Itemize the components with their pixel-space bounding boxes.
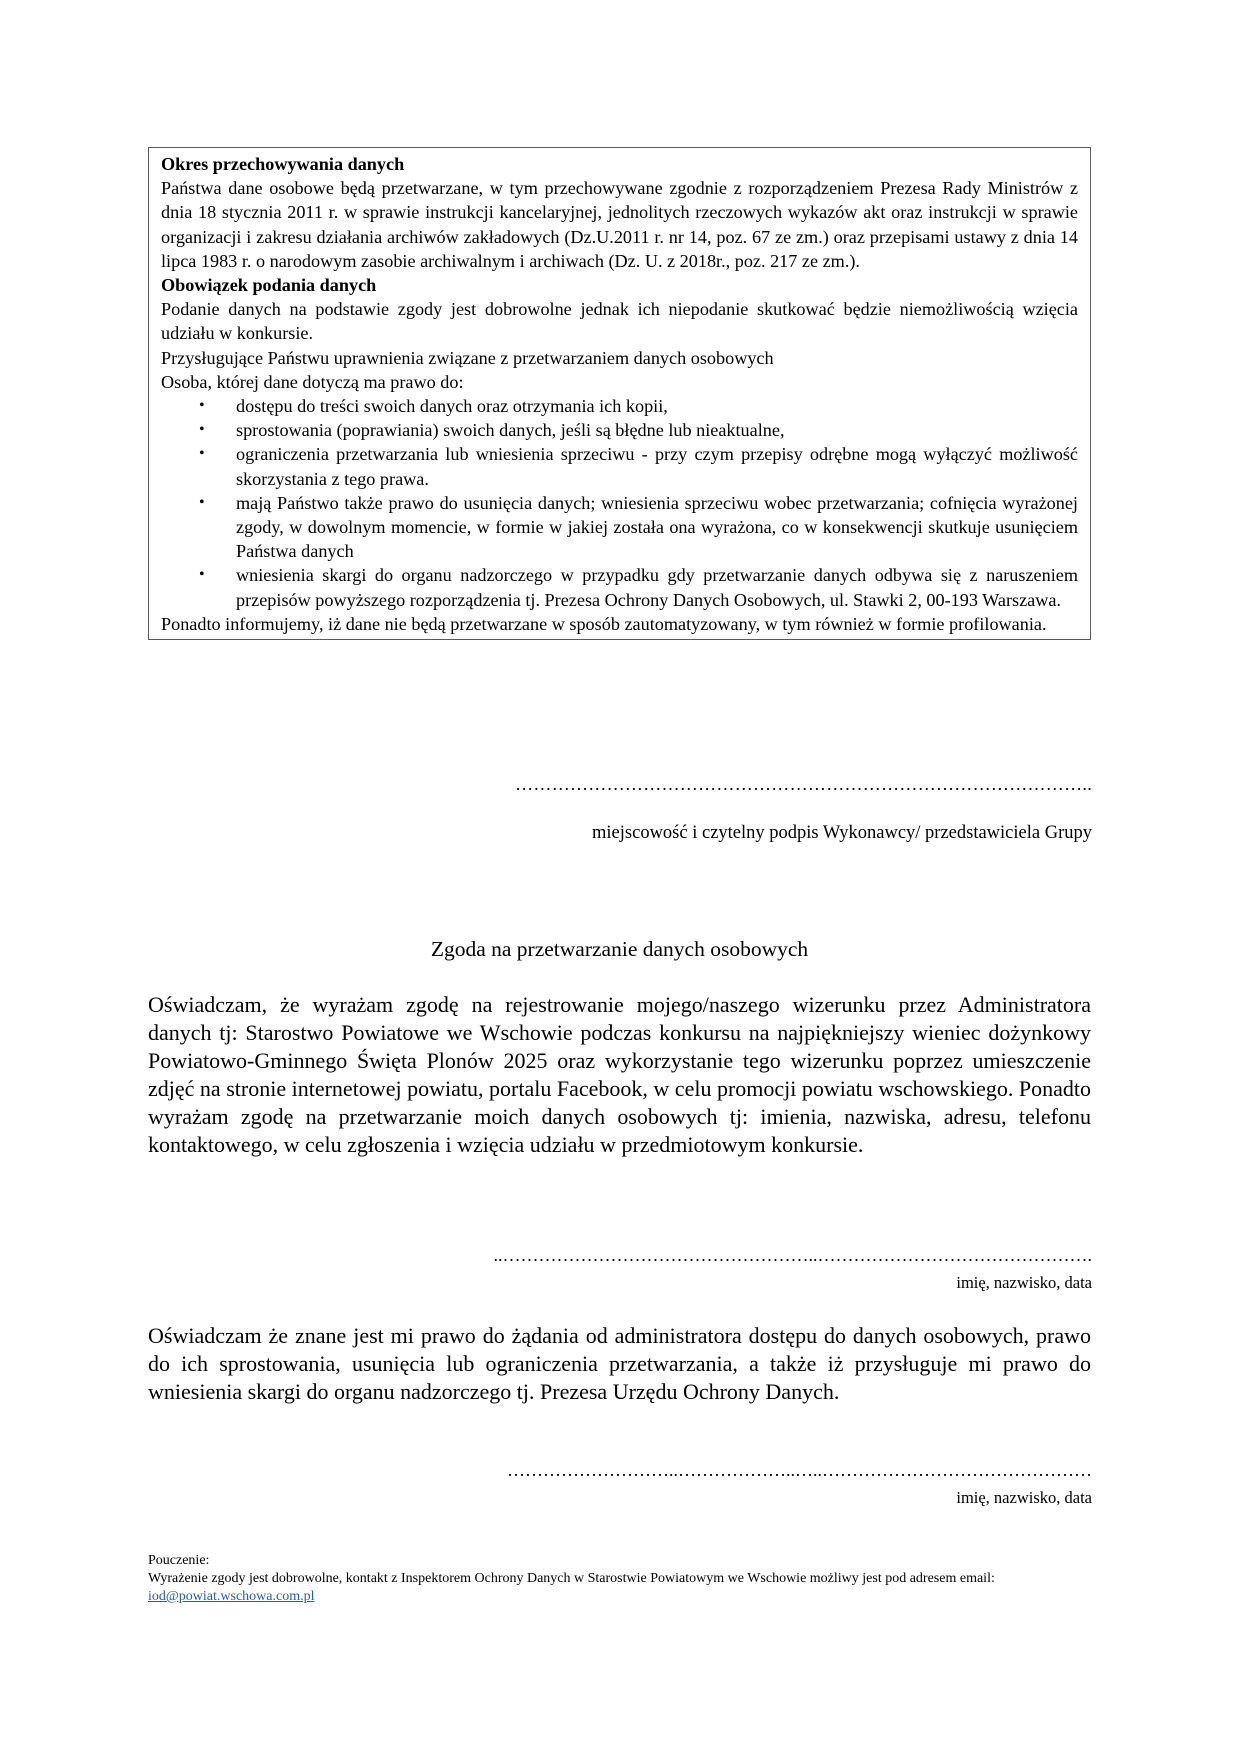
rights-lead: Osoba, której dane dotyczą ma prawo do: [161, 371, 464, 392]
bullet-icon: • [199, 566, 205, 584]
rights-list-item [161, 394, 1078, 418]
bullet-icon: • [199, 493, 205, 511]
signature-label-2: imię, nazwisko, data [956, 1273, 1092, 1292]
rights-item-text: dostępu do treści swoich danych oraz otrzymania ich kopii, [236, 396, 668, 417]
rights-item-text: wniesienia skargi do organu nadzorczego w przypadku gdy przetwarzanie danych odbywa się z naruszeniem przepisów powyższego rozporządzenia tj. Prezesa Ochrony Danych Osobowych, ul. Stawki 2, 00-193 Warszawa. [236, 565, 1078, 610]
email-link[interactable]: iod@powiat.wschowa.com.pl [148, 1589, 315, 1604]
signature-label-3: imię, nazwisko, data [956, 1488, 1092, 1507]
rights-list-item [161, 563, 1078, 611]
signature-line-1: ………………………………………………………………………………….. [515, 774, 1092, 794]
obligation-text: Podanie danych na podstawie zgody jest dobrowolne jednak ich niepodanie skutkować będzie niemożliwością wzięcia udziału w konkursie. [161, 299, 1078, 344]
signature-label-1: miejscowość i czytelny podpis Wykonawcy/ przedstawiciela Grupy [592, 823, 1092, 843]
data-processing-info-box [148, 147, 1091, 640]
footer-notice [148, 1552, 1091, 1606]
consent-paragraph-1: Oświadczam, że wyrażam zgodę na rejestrowanie mojego/naszego wizerunku przez Administratora danych tj: Starostwo Powiatowe we Wschowie podczas konkursu na najpiękniejszy wieniec dożynkowy Powiatowo-Gminnego Święta Plonów 2025 oraz wykorzystanie tego wizerunku poprzez umieszczenie zdjęć na stronie internetowej powiatu, portalu Facebook, w celu promocji powiatu wschowskiego. Ponadto wyrażam zgodę na przetwarzanie moich danych osobowych tj: imienia, nazwiska, adresu, telefonu kontaktowego, w celu zgłoszenia i wzięcia udziału w przedmiotowym konkursie. [148, 992, 1091, 1157]
bullet-icon: • [199, 445, 205, 463]
bullet-icon: • [199, 421, 205, 439]
rights-item-text: ograniczenia przetwarzania lub wniesienia sprzeciwu - przy czym przepisy odrębne mogą wyłączyć możliwość skorzystania z tego prawa. [236, 444, 1078, 489]
rights-item-text: sprostowania (poprawiania) swoich danych, jeśli są błędne lub nieaktualne, [236, 420, 785, 441]
rights-list-item [161, 491, 1078, 564]
footer-body: Wyrażenie zgody jest dobrowolne, kontakt z Inspektorem Ochrony Danych w Starostwie Powiatowym we Wschowie możliwy jest pod adresem email: [148, 1571, 995, 1586]
consent-paragraph-2: Oświadczam że znane jest mi prawo do żądania od administratora dostępu do danych osobowych, prawo do ich sprostowania, usunięcia lub ograniczenia przetwarzania, a także iż przysługuje mi prawo do wniesienia skargi do organu nadzorczego tj. Prezesa Urzędu Ochrony Danych. [148, 1323, 1091, 1404]
bullet-icon: • [199, 397, 205, 415]
consent-title: Zgoda na przetwarzanie danych osobowych [430, 937, 809, 961]
retention-text: Państwa dane osobowe będą przetwarzane, w tym przechowywane zgodnie z rozporządzeniem Prezesa Rady Ministrów z dnia 18 stycznia 2011 r. w sprawie instrukcji kancelaryjnej, jednolitych rzeczowych wykazów akt oraz instrukcji w sprawie organizacji i zakresu działania archiwów zakładowych (Dz.U.2011 r. nr 14, poz. 67 ze zm.) oraz przepisami ustawy z dnia 14 lipca 1983 r. o narodowym zasobie archiwalnym i archiwach (Dz. U. z 2018r., poz. 217 ze zm.). [161, 178, 1078, 271]
signature-line-2: ..……………………………………………..………………………………………. [493, 1245, 1092, 1265]
footer-heading: Pouczenie: [148, 1553, 210, 1568]
retention-heading: Okres przechowywania danych [161, 154, 405, 174]
signature-line-3: ………………………..………………..…..……………………………………… [507, 1460, 1092, 1480]
closing-text: Ponadto informujemy, iż dane nie będą przetwarzane w sposób zautomatyzowany, w tym również w formie profilowania. [161, 613, 1047, 634]
obligation-heading: Obowiązek podania danych [161, 275, 377, 296]
rights-intro: Przysługujące Państwu uprawnienia związane z przetwarzaniem danych osobowych [161, 347, 774, 368]
rights-list [161, 394, 1078, 612]
rights-list-item [161, 442, 1078, 490]
rights-item-text: mają Państwo także prawo do usunięcia danych; wniesienia sprzeciwu wobec przetwarzania; cofnięcia wyrażonej zgody, w dowolnym momencie, w formie w jakiej została ona wyrażona, co w konsekwencji skutkuje usunięciem Państwa danych [236, 492, 1078, 562]
rights-list-item [161, 418, 1078, 442]
footer-text [148, 1570, 1091, 1606]
